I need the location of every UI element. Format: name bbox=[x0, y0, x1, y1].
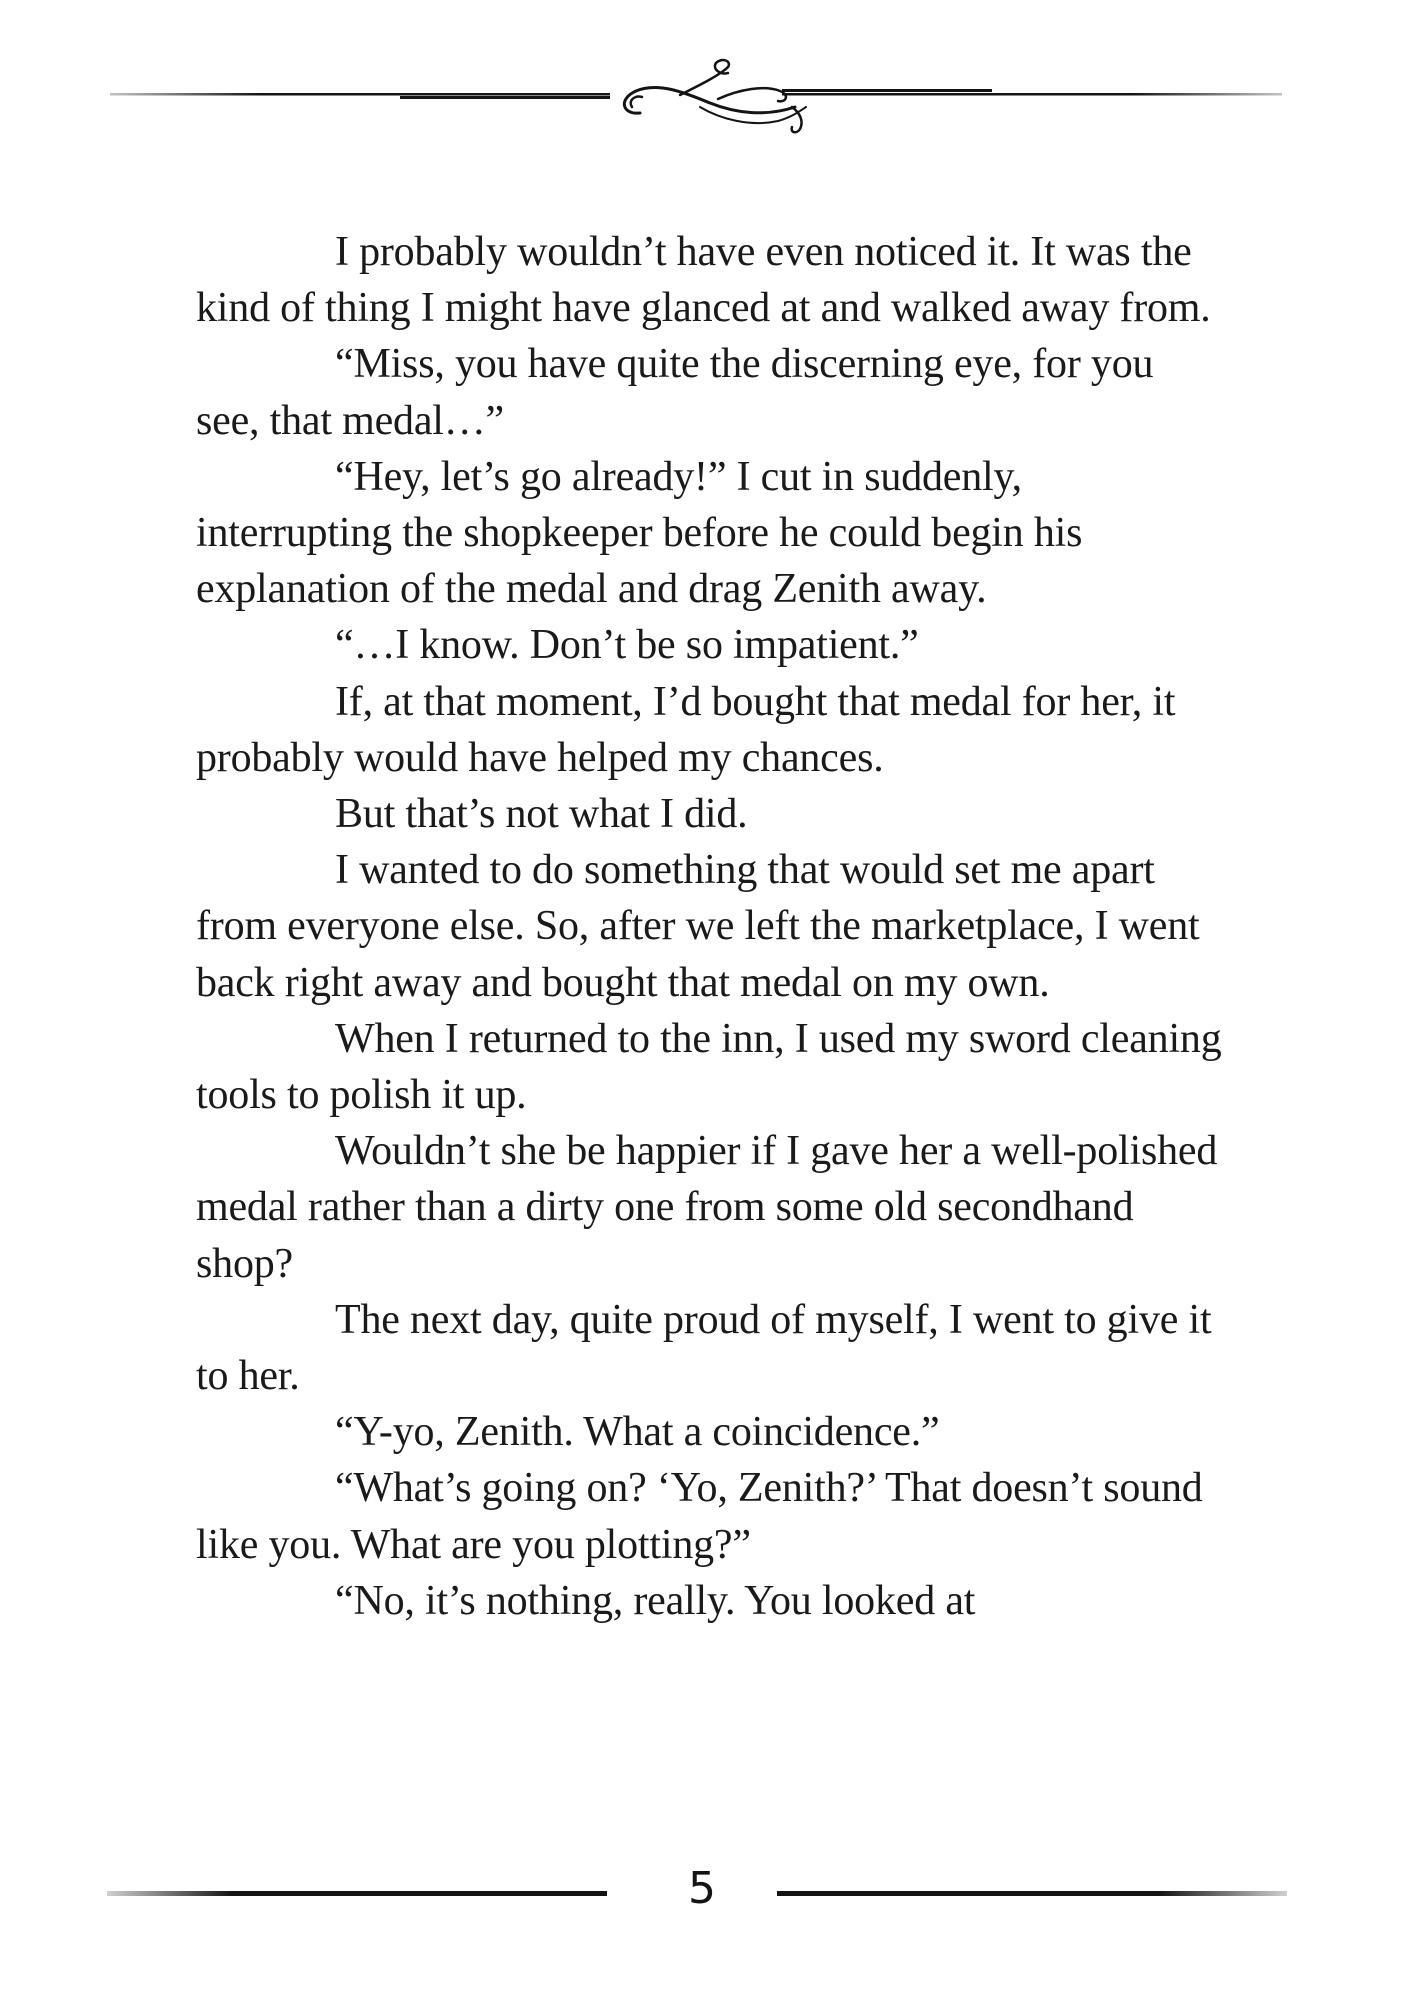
paragraph: The next day, quite proud of myself, I went to give it to her. bbox=[196, 1296, 1212, 1400]
footer-rule-left bbox=[107, 1891, 607, 1896]
paragraph: “What’s going on? ‘Yo, Zenith?’ That doesn’t sound like you. What are you plotting?” bbox=[196, 1465, 1203, 1568]
paragraph: When I returned to the inn, I used my sword cleaning tools to polish it up. bbox=[196, 1015, 1222, 1119]
footer-rule-right bbox=[777, 1891, 1287, 1896]
paragraph: “No, it’s nothing, really. You looked at bbox=[335, 1577, 976, 1624]
header-ornament bbox=[0, 55, 1404, 145]
paragraph: “Hey, let’s go already!” I cut in suddenly, interrupting the shopkeeper before he could begin his explanation of the medal and drag Zenith away. bbox=[196, 453, 1083, 613]
header-rule-right bbox=[782, 89, 1282, 96]
paragraph: “Y-yo, Zenith. What a coincidence.” bbox=[335, 1409, 940, 1456]
paragraph: I wanted to do something that would set me apart from everyone else. So, after we left the marketplace, I went back right away and bought that medal on my own. bbox=[196, 847, 1200, 1006]
paragraph: If, at that moment, I’d bought that medal for her, it probably would have helped my chances. bbox=[196, 678, 1176, 781]
paragraph: But that’s not what I did. bbox=[335, 791, 748, 838]
paragraph: I probably wouldn’t have even noticed it. It was the kind of thing I might have glanced at and walked away from. bbox=[196, 229, 1211, 332]
swirl-flourish-icon bbox=[624, 60, 806, 132]
header-rule-left bbox=[110, 93, 610, 99]
paragraph: Wouldn’t she be happier if I gave her a well-polished medal rather than a dirty one from some old secondhand shop? bbox=[196, 1128, 1218, 1287]
paragraph: “…I know. Don’t be so impatient.” bbox=[335, 622, 919, 669]
paragraph: “Miss, you have quite the discerning eye, for you see, that medal…” bbox=[196, 341, 1154, 444]
page-number: 5 bbox=[688, 1863, 716, 1914]
body-text bbox=[196, 224, 1226, 1629]
